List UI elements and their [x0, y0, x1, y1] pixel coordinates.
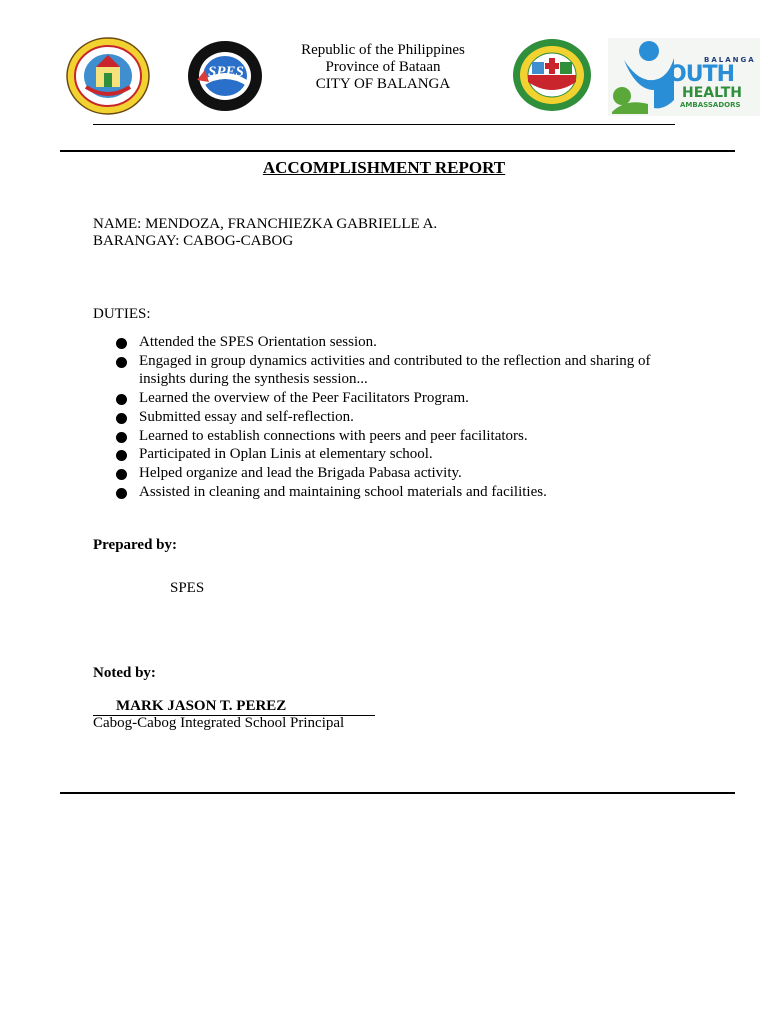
- report-title: ACCOMPLISHMENT REPORT: [262, 158, 506, 177]
- header-province: Province of Bataan: [325, 59, 441, 75]
- youth-health-logo: [608, 38, 760, 116]
- health-office-seal-icon: [512, 38, 592, 112]
- duties-label: DUTIES:: [93, 306, 151, 322]
- duty-text: Helped organize and lead the Brigada Pabasa activity.: [139, 464, 462, 481]
- list-item: [116, 408, 676, 427]
- prepared-by-signatory: SPES: [170, 580, 205, 596]
- student-name: NAME: MENDOZA, FRANCHIEZKA GABRIELLE A.: [93, 216, 438, 232]
- header-address: [283, 42, 483, 93]
- header-rule-thick: [60, 150, 735, 152]
- noted-by-label: Noted by:: [93, 665, 156, 681]
- list-item: [116, 427, 676, 446]
- list-item: [116, 333, 676, 352]
- duty-text: Learned the overview of the Peer Facilitators Program.: [139, 390, 469, 407]
- noted-by-name: MARK JASON T. PEREZ: [93, 698, 375, 716]
- student-barangay: BARANGAY: CABOG-CABOG: [93, 233, 294, 249]
- header-country: Republic of the Philippines: [301, 42, 465, 58]
- list-item: [116, 445, 676, 464]
- spes-logo-name: SPES: [208, 64, 244, 80]
- duty-text: Assisted in cleaning and maintaining school materials and facilities.: [139, 483, 547, 500]
- list-item: [116, 464, 676, 483]
- list-item: [116, 352, 676, 389]
- city-seal-logo: [66, 37, 150, 115]
- duty-text: Submitted essay and self-reflection.: [139, 408, 354, 425]
- city-seal-icon: [66, 37, 150, 115]
- bullet-icon: [116, 432, 127, 443]
- duty-text: Participated in Oplan Linis at elementary school.: [139, 446, 433, 463]
- duty-text: Attended the SPES Orientation session.: [139, 334, 377, 350]
- bullet-icon: [116, 469, 127, 480]
- student-info: [93, 216, 437, 250]
- bullet-icon: [116, 450, 127, 461]
- youth-logo-word2: HEALTH: [682, 85, 742, 101]
- footer-rule: [60, 792, 735, 794]
- health-office-seal: [512, 38, 592, 112]
- bullet-icon: [116, 338, 127, 349]
- noted-by-title: Cabog-Cabog Integrated School Principal: [93, 715, 345, 731]
- list-item: [116, 483, 676, 502]
- duty-text: Learned to establish connections with peers and peer facilitators.: [139, 427, 528, 444]
- bullet-icon: [116, 488, 127, 499]
- duty-text: Engaged in group dynamics activities and contributed to the reflection and sharing of insights during the synthesis session...: [139, 352, 651, 388]
- duties-list: [116, 333, 676, 501]
- bullet-icon: [116, 357, 127, 368]
- list-item: [116, 389, 676, 408]
- bullet-icon: [116, 394, 127, 405]
- youth-logo-word3: AMBASSADORS: [680, 101, 741, 109]
- youth-logo-word1: OUTH: [668, 62, 734, 87]
- bullet-icon: [116, 413, 127, 424]
- prepared-by-label: Prepared by:: [93, 537, 178, 553]
- spes-logo: [187, 40, 263, 112]
- header-rule-thin: [93, 124, 675, 125]
- header-city: CITY OF BALANGA: [315, 76, 451, 92]
- youth-logo-top: BALANGA: [704, 56, 756, 64]
